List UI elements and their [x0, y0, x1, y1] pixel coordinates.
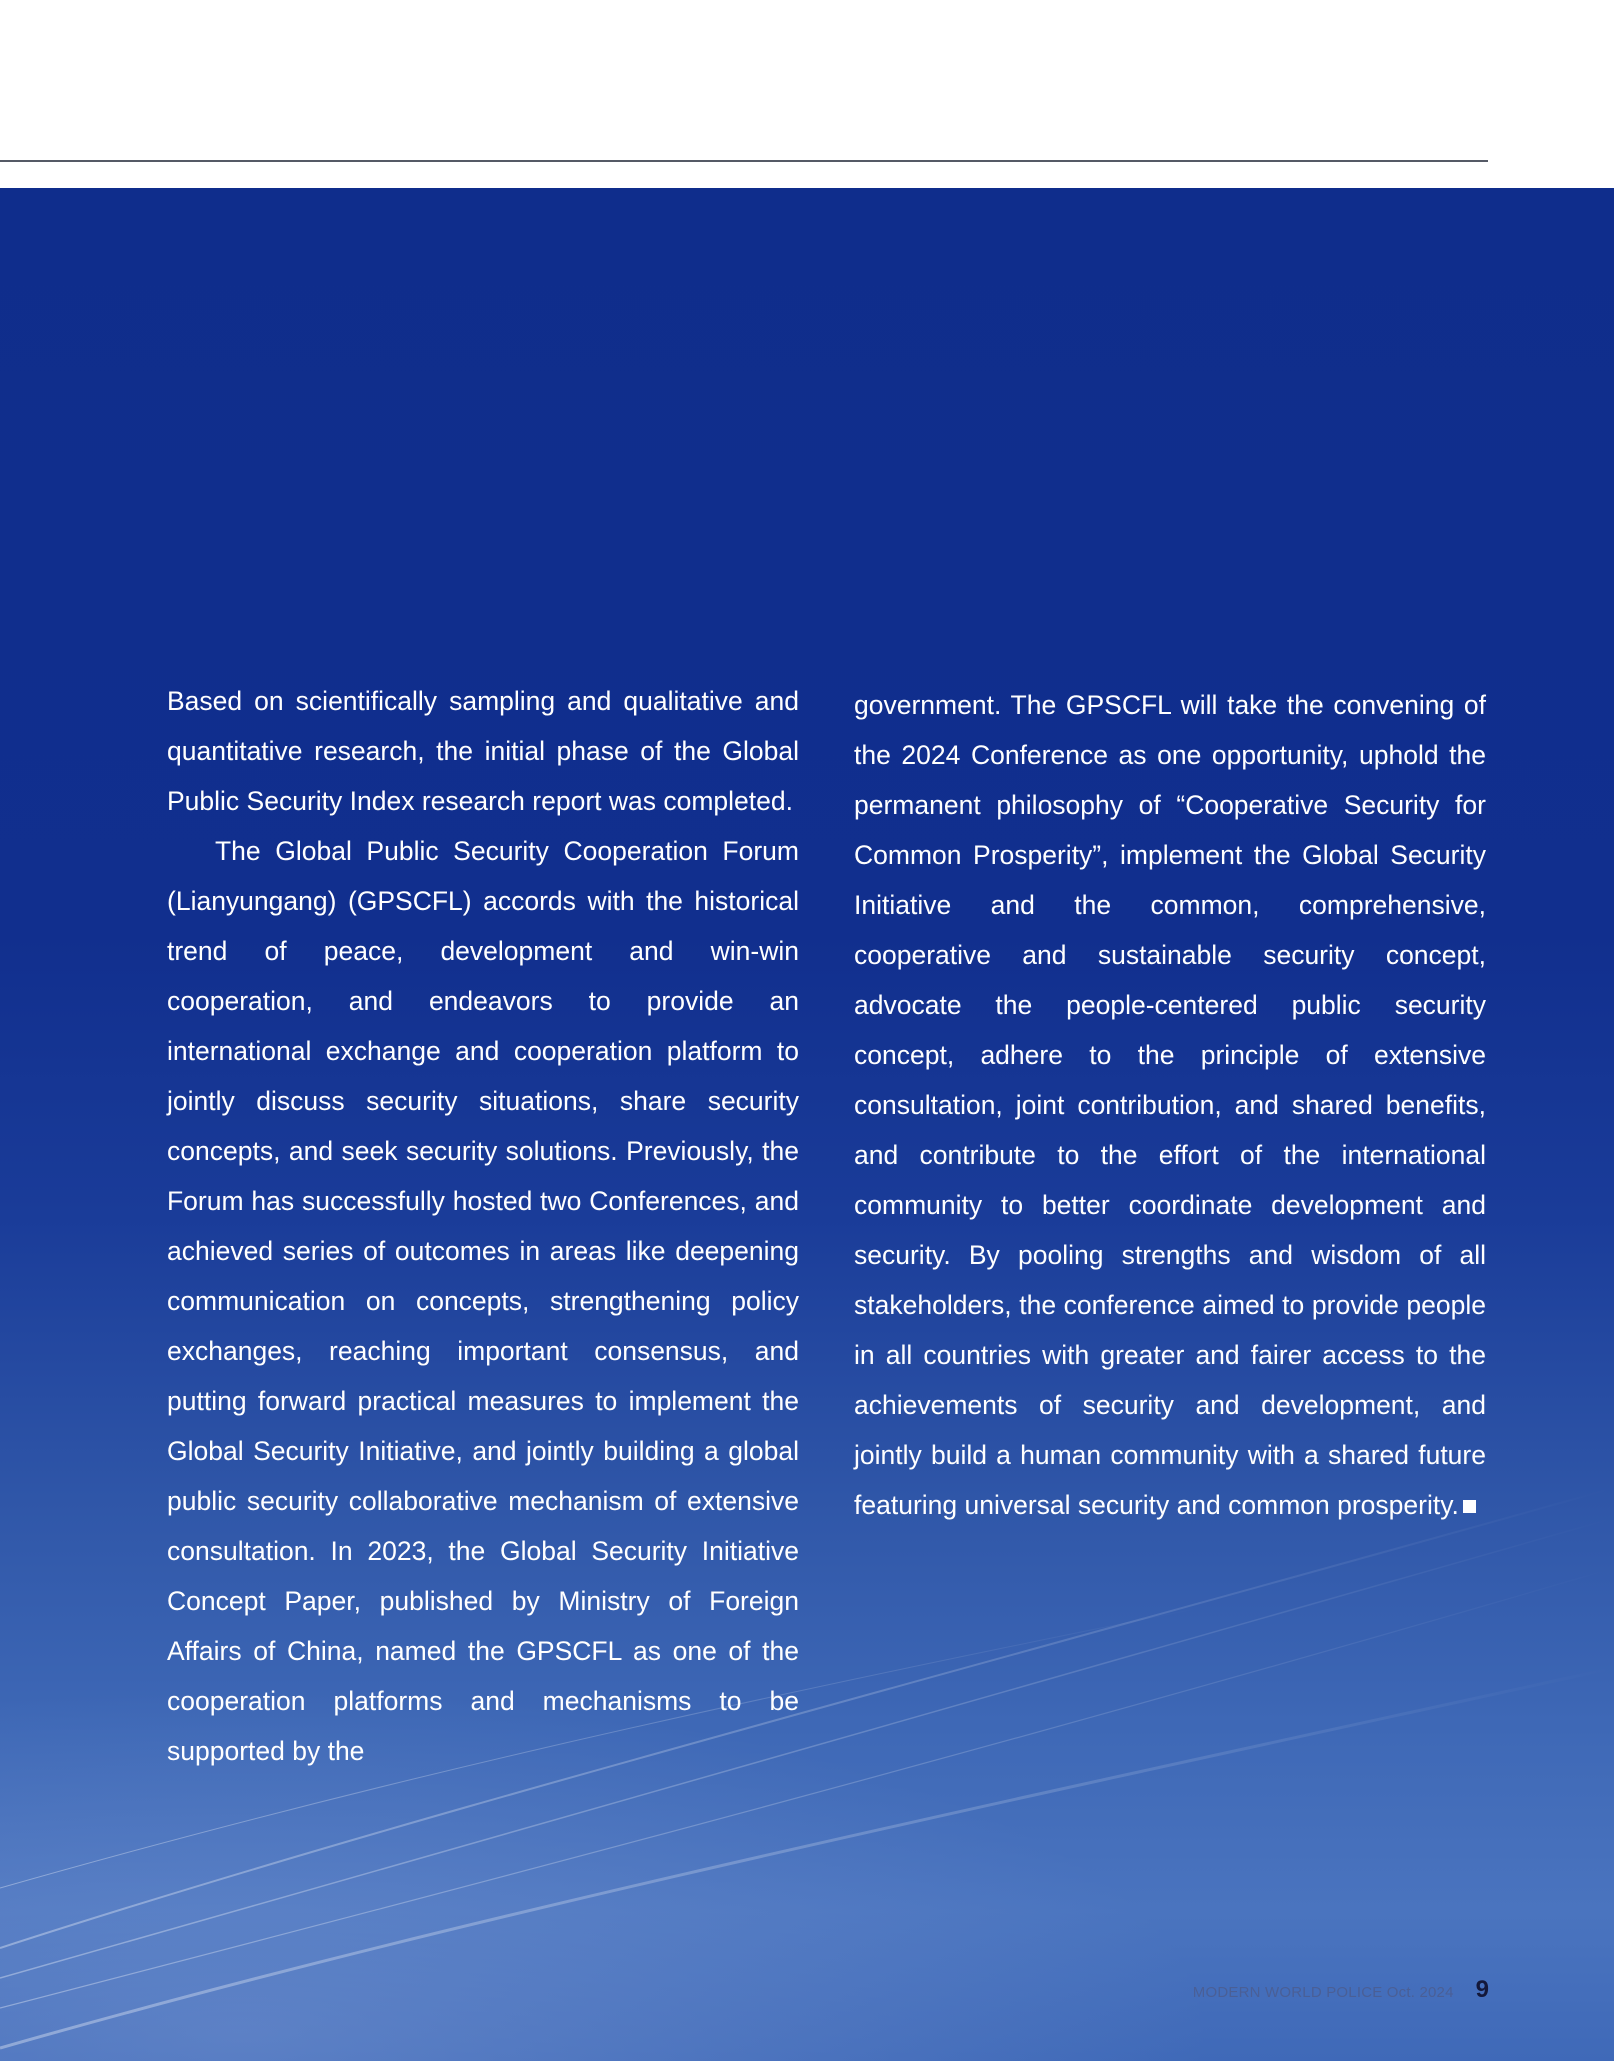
- right-paragraph-1-text: government. The GPSCFL will take the convening of the 2024 Conference as one opportunity, uphold the permanent philosophy of “Cooperative Security for Common Prosperity”, implement the Global Security Initiative and the common, comprehensive, cooperative and sustainable security concept, advocate the people-centered public security concept, adhere to the principle of extensive consultation, joint contribution, and shared benefits, and contribute to the effort of the international community to better coordinate development and security. By pooling strengths and wisdom of all stakeholders, the conference aimed to provide people in all countries with greater and fairer access to the achievements of security and development, and jointly build a human community with a shared future featuring universal security and common prosperity.: [854, 690, 1486, 1520]
- page-footer: [1193, 1976, 1489, 2004]
- right-paragraph-1: [854, 680, 1486, 1530]
- article-left-column: [167, 676, 799, 1776]
- article-right-column: [854, 680, 1486, 1530]
- header-rule: [0, 160, 1488, 162]
- footer-publication: MODERN WORLD POLICE Oct. 2024: [1192, 1984, 1454, 2001]
- page-number: 9: [1475, 1976, 1489, 2003]
- end-of-article-mark: [1463, 1500, 1476, 1513]
- left-paragraph-1: Based on scientifically sampling and qualitative and quantitative research, the initial phase of the Global Public Security Index research report was completed.: [167, 686, 799, 816]
- left-paragraph-2: The Global Public Security Cooperation Forum (Lianyungang) (GPSCFL) accords with the historical trend of peace, development and win-win cooperation, and endeavors to provide an international exchange and cooperation platform to jointly discuss security situations, share security concepts, and seek security solutions. Previously, the Forum has successfully hosted two Conferences, and achieved series of outcomes in areas like deepening communication on concepts, strengthening policy exchanges, reaching important consensus, and putting forward practical measures to implement the Global Security Initiative, and jointly building a global public security collaborative mechanism of extensive consultation. In 2023, the Global Security Initiative Concept Paper, published by Ministry of Foreign Affairs of China, named the GPSCFL as one of the cooperation platforms and mechanisms to be supported by the: [167, 836, 799, 1766]
